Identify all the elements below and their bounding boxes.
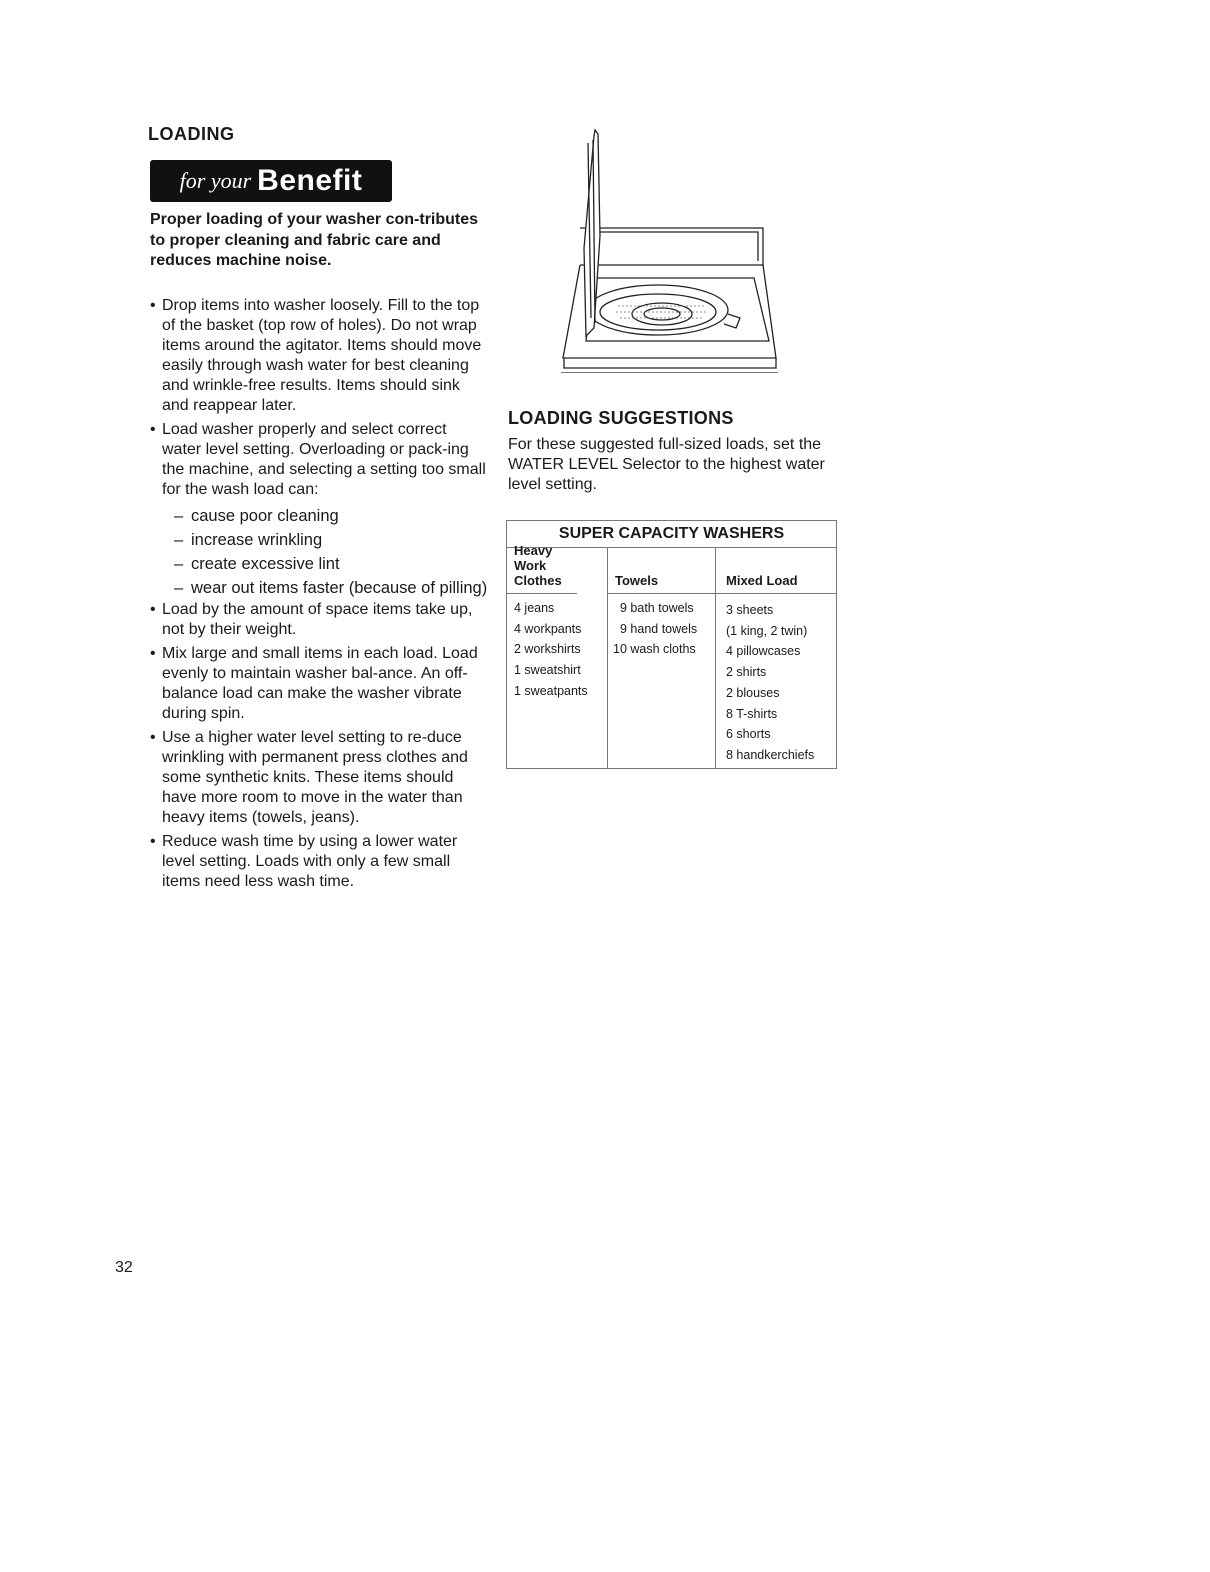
- table-cell: 9 hand towels: [620, 621, 698, 636]
- bullet-higher-water: • Use a higher water level setting to re-duce wrinkling with permanent press clothes and some synthetic knits. These items should have more room to move in the water than heavy items (towels, jeans).: [150, 728, 490, 828]
- loading-suggestions-heading: LOADING SUGGESTIONS: [508, 408, 734, 428]
- table-cell: 8 T-shirts: [726, 706, 778, 721]
- table-cell: 4 workpants: [514, 621, 582, 636]
- table-cell: (1 king, 2 twin): [726, 623, 808, 638]
- badge-word: Benefit: [257, 164, 363, 197]
- list-item: – cause poor cleaning: [174, 504, 490, 528]
- benefit-intro: Proper loading of your washer con-tributes to proper cleaning and fabric care and reduces machine noise.: [150, 211, 479, 269]
- column-header: Towels: [608, 548, 715, 594]
- list-item: – create excessive lint: [174, 552, 490, 576]
- column-header: Heavy Work Clothes: [507, 548, 577, 594]
- consequence-list: [174, 504, 490, 598]
- table-cell: 9 bath towels: [620, 601, 694, 615]
- table-cell: 10 wash cloths: [613, 642, 696, 657]
- table-cell: 1 sweatshirt: [514, 663, 581, 678]
- list-item: – wear out items faster (because of pilling): [174, 578, 490, 598]
- bullet-reduce-time: • Reduce wash time by using a lower water level setting. Loads with only a few small items need less wash time.: [150, 832, 490, 892]
- table-cell: 2 blouses: [726, 685, 780, 700]
- for-your-benefit-badge: [150, 160, 392, 202]
- table-cell: 1 sweatpants: [514, 683, 588, 698]
- bullet-mix-items: • Mix large and small items in each load. Load evenly to maintain washer bal-ance. An off-balance load can make the washer vibrate during spin.: [150, 644, 490, 724]
- table-cell: 4 jeans: [514, 601, 555, 615]
- table-cell: 8 handkerchiefs: [726, 747, 815, 762]
- column-towels: [607, 548, 715, 769]
- column-header: Mixed Load: [716, 548, 836, 594]
- section-heading: LOADING: [148, 124, 235, 144]
- table-cell: 2 shirts: [726, 665, 767, 680]
- table-cell: 6 shorts: [726, 727, 771, 742]
- table-title: SUPER CAPACITY WASHERS: [507, 521, 836, 548]
- loading-instructions: [150, 296, 490, 896]
- bullet-load-properly: • Load washer properly and select correct water level setting. Overloading or pack-ing the machine, and selecting a setting too small for the wash load can:: [150, 420, 490, 500]
- loading-suggestions-text: For these suggested full-sized loads, set the WATER LEVEL Selector to the highest water level setting.: [508, 436, 825, 493]
- list-item: – increase wrinkling: [174, 528, 490, 552]
- bullet-space: • Load by the amount of space items take up, not by their weight.: [150, 600, 490, 640]
- page-number: 32: [115, 1259, 133, 1276]
- column-mixed-load: [715, 548, 836, 769]
- table-cell: 3 sheets: [726, 603, 774, 617]
- table-cell: 2 workshirts: [514, 642, 581, 657]
- washer-illustration: [558, 128, 783, 373]
- table-cell: 4 pillowcases: [726, 644, 801, 659]
- super-capacity-table: [506, 520, 837, 769]
- column-heavy-work: [507, 543, 607, 769]
- bullet-drop-items: • Drop items into washer loosely. Fill to the top of the basket (top row of holes). Do not wrap items around the agitator. Items should move easily through wash water for best cleaning and wrinkle-free results. Items should sink and reappear later.: [150, 296, 490, 416]
- badge-prefix: for your: [179, 168, 252, 193]
